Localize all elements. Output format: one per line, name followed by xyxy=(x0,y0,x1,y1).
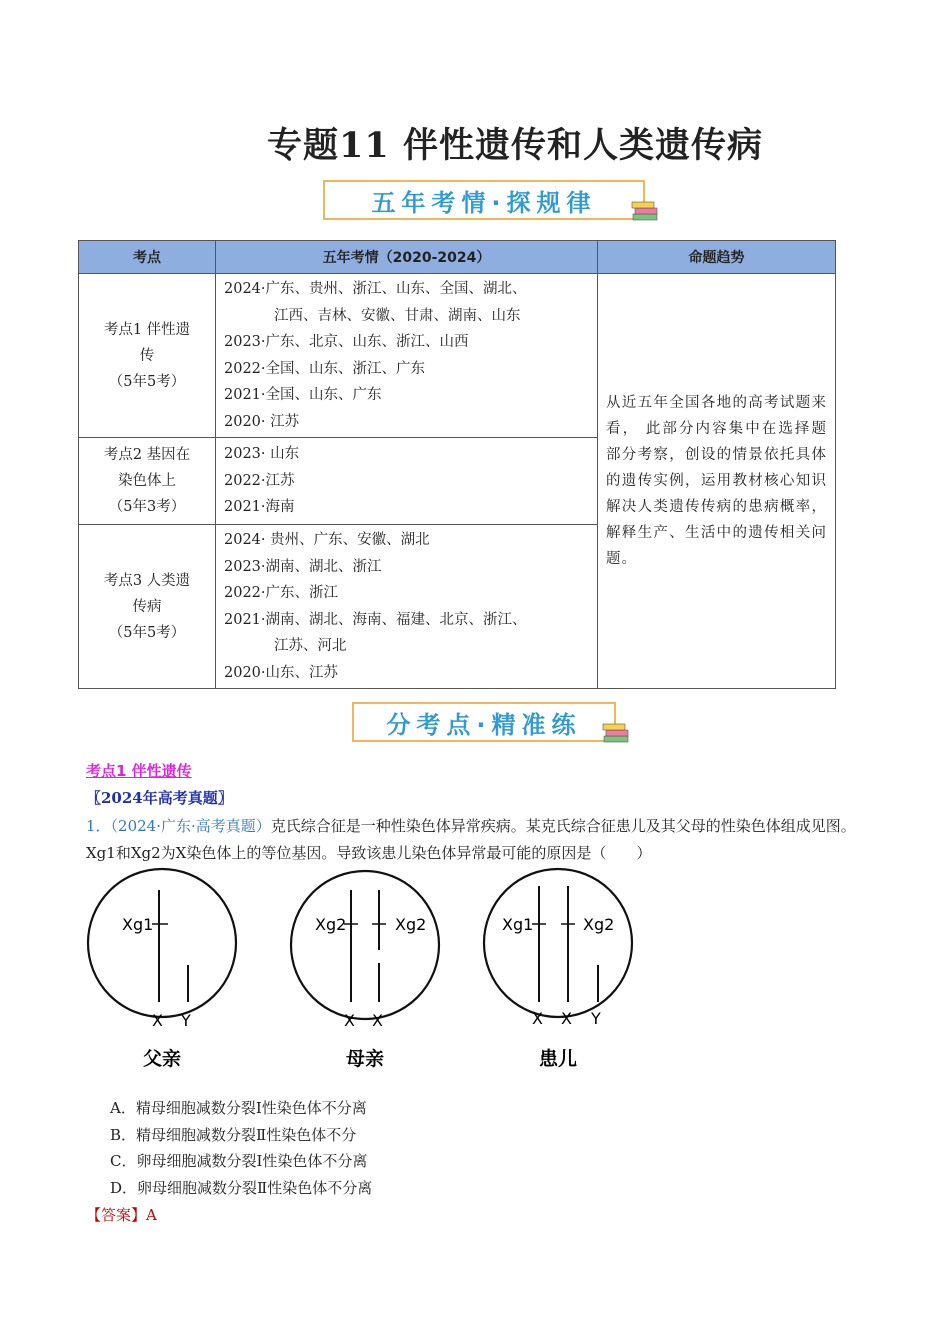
years-cell: 2023· 山东 2022·江苏 2021·海南 xyxy=(216,438,598,525)
chromosome-label: X xyxy=(344,1011,355,1030)
chromosome-label: Y xyxy=(181,1011,191,1030)
gene-label: Xg2 xyxy=(583,915,615,934)
mother-cell xyxy=(291,871,439,1070)
trend-cell: 从近五年全国各地的高考试题来看， 此部分内容集中在选择题部分考察，创设的情景依托具体的遗传实例，运用教材核心知识解决人类遗传传病的患病概率，解释生产、生活中的遗传相关问题。 xyxy=(598,274,836,689)
header-trend: 命题趋势 xyxy=(598,241,836,274)
chromosome-label: Y xyxy=(591,1009,601,1028)
chromosome-label: X xyxy=(372,1011,383,1030)
gene-label: Xg2 xyxy=(315,915,347,934)
gene-label: Xg1 xyxy=(502,915,534,934)
chromosome-label: X xyxy=(532,1009,543,1028)
father-cell xyxy=(88,869,236,1070)
answer-options xyxy=(110,1095,372,1201)
chromosome-label: X xyxy=(561,1009,572,1028)
mother-label: 母亲 xyxy=(345,1048,385,1070)
question-text: 克氏综合征是一种性染色体异常疾病。某克氏综合征患儿及其父母的性染色体组成见图。Xg1和Xg2为X染色体上的等位基因。导致该患儿染色体异常最可能的原因是（ ） xyxy=(86,817,856,862)
topic-cell: 考点1 伴性遗 传 （5年5考） xyxy=(79,274,216,438)
banner-label: 分考点·精准练 xyxy=(386,710,582,739)
question-source: （2024·广东·高考真题） xyxy=(110,817,271,835)
chromosome-figure xyxy=(80,860,660,1080)
option-a[interactable]: A．精母细胞减数分裂Ⅰ性染色体不分离 xyxy=(110,1099,367,1117)
chromosome-label: X xyxy=(152,1011,163,1030)
exam-trend-table xyxy=(78,240,836,689)
banner-exam-trends xyxy=(323,180,645,220)
years-cell: 2024·广东、贵州、浙江、山东、全国、湖北、 江西、吉林、安徽、甘肃、湖南、山东 2023·广东、北京、山东、浙江、山西 2022·全国、山东、浙江、广东 2021·全国、山东、广东 2020· 江苏 xyxy=(216,274,598,438)
page-title: 专题11 伴性遗传和人类遗传病 xyxy=(267,125,763,166)
books-icon xyxy=(629,198,661,224)
years-cell: 2024· 贵州、广东、安徽、湖北 2023·湖南、湖北、浙江 2022·广东、浙江 2021·湖南、湖北、海南、福建、北京、浙江、 江苏、河北 2020·山东、江苏 xyxy=(216,525,598,689)
child-cell xyxy=(484,869,632,1070)
gene-label: Xg2 xyxy=(395,915,427,934)
topic-cell: 考点3 人类遗 传病 （5年5考） xyxy=(79,525,216,689)
gene-label: Xg1 xyxy=(122,915,154,934)
option-b[interactable]: B．精母细胞减数分裂Ⅱ性染色体不分 xyxy=(110,1125,357,1144)
answer-line: 【答案】A xyxy=(86,1206,157,1224)
father-label: 父亲 xyxy=(142,1048,182,1070)
option-d[interactable]: D．卵母细胞减数分裂Ⅱ性染色体不分离 xyxy=(110,1178,373,1197)
topic-cell: 考点2 基因在 染色体上 （5年3考） xyxy=(79,438,216,525)
banner-practice xyxy=(352,702,616,742)
option-c[interactable]: C．卵母细胞减数分裂Ⅰ性染色体不分离 xyxy=(110,1152,368,1170)
banner-label: 五年考情·探规律 xyxy=(371,188,597,217)
question-stem xyxy=(86,813,866,867)
section-year-heading: 〖2024年高考真题〗 xyxy=(86,789,233,807)
child-label: 患儿 xyxy=(538,1048,578,1070)
header-topic: 考点 xyxy=(79,241,216,274)
books-icon xyxy=(600,720,632,746)
section-topic-heading: 考点1 伴性遗传 xyxy=(86,762,192,780)
header-years: 五年考情（2020-2024） xyxy=(216,241,598,274)
question-number: 1． xyxy=(86,817,111,835)
